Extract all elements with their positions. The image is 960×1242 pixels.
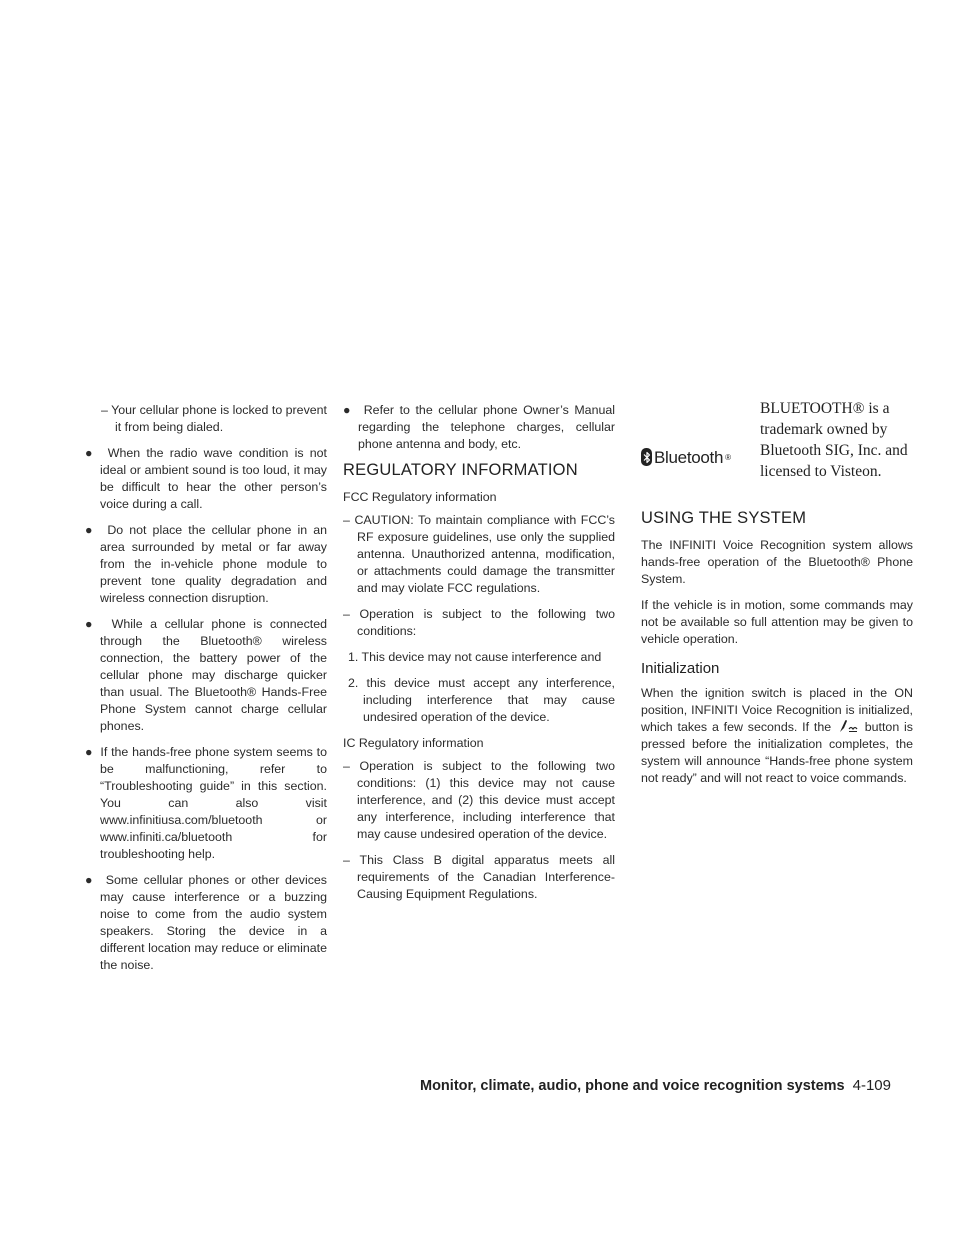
bullet-item: ● Refer to the cellular phone Owner’s Manual regarding the telephone charges, cellular phone antenna and body, etc.	[343, 403, 615, 451]
column-1	[85, 402, 327, 983]
column-2	[343, 402, 615, 912]
fcc-caution: – CAUTION: To maintain compliance with FCC’s RF exposure guidelines, use only the supplied antenna. Unauthorized antenna, modification, or attachments could damage the transmitter and may violate FCC regulations.	[343, 513, 615, 595]
initialization-heading: Initialization	[641, 660, 720, 677]
using-system-p2: If the vehicle is in motion, some commands may not be available so full attention may be given to vehicle operation.	[641, 598, 913, 646]
bullet-item: ● While a cellular phone is connected through the Bluetooth® wireless connection, the battery power of the cellular phone may discharge quicker than usual. The Bluetooth® Hands-Free Phone System cannot charge cellular phones.	[85, 617, 327, 733]
condition-1: 1. This device may not cause interference and	[348, 650, 602, 664]
column-3	[641, 402, 913, 796]
bluetooth-icon	[641, 448, 652, 466]
regulatory-heading: REGULATORY INFORMATION	[343, 461, 578, 479]
ic-operation: – Operation is subject to the following two conditions: (1) this device may not cause interference, and (2) this device must accept any interference, including interference that may cause undesired operation of the device.	[343, 759, 615, 841]
dash-item-locked: – Your cellular phone is locked to prevent it from being dialed.	[101, 403, 327, 434]
using-system-heading: USING THE SYSTEM	[641, 509, 807, 527]
bullet-item: ● When the radio wave condition is not ideal or ambient sound is too loud, it may be difficult to hear the other person’s voice during a call.	[85, 446, 327, 511]
ic-classb: – This Class B digital apparatus meets all requirements of the Canadian Interference-Causing Equipment Regulations.	[343, 853, 615, 901]
fcc-operation: – Operation is subject to the following two conditions:	[343, 607, 615, 638]
using-system-p1: The INFINITI Voice Recognition system allows hands-free operation of the Bluetooth® Phone System.	[641, 538, 913, 586]
ic-label: IC Regulatory information	[343, 736, 484, 750]
page-number: 4-109	[852, 1077, 891, 1094]
condition-2: 2. this device must accept any interference, including interference that may cause undesired operation of the device.	[348, 676, 615, 724]
bluetooth-trademark-block	[641, 402, 913, 502]
bluetooth-trademark-text: BLUETOOTH® is a trademark owned by Bluetooth SIG, Inc. and licensed to Visteon.	[760, 400, 908, 480]
bullet-item: ● Do not place the cellular phone in an area surrounded by metal or far away from the in-vehicle phone module to prevent tone quality degradation and wireless connection disruption.	[85, 523, 327, 605]
page-footer	[420, 1077, 940, 1094]
bullet-item: ● Some cellular phones or other devices may cause interference or a buzzing noise to come from the audio system speakers. Storing the device in a different location may reduce or eliminate the noise.	[85, 873, 327, 972]
bluetooth-logo-registered: ®	[725, 452, 732, 462]
bullet-item: ● If the hands-free phone system seems to be malfunctioning, refer to “Troubleshooting guide” in this section. You can also visit www.infinitiusa.com/bluetooth or www.infiniti.ca/bluetooth for troubleshooting help.	[85, 745, 327, 861]
talk-button-icon	[836, 719, 860, 733]
bluetooth-logo	[641, 446, 731, 468]
fcc-label: FCC Regulatory information	[343, 490, 497, 504]
bluetooth-logo-word: Bluetooth	[654, 447, 724, 467]
footer-section-title: Monitor, climate, audio, phone and voice recognition systems	[420, 1078, 845, 1094]
initialization-paragraph: When the ignition switch is placed in the ON position, INFINITI Voice Recognition is initialized, which takes a few seconds. If the button is pressed before the initialization completes, the system will announce “Hands-free phone system not ready” and will not react to voice commands.	[641, 686, 913, 785]
